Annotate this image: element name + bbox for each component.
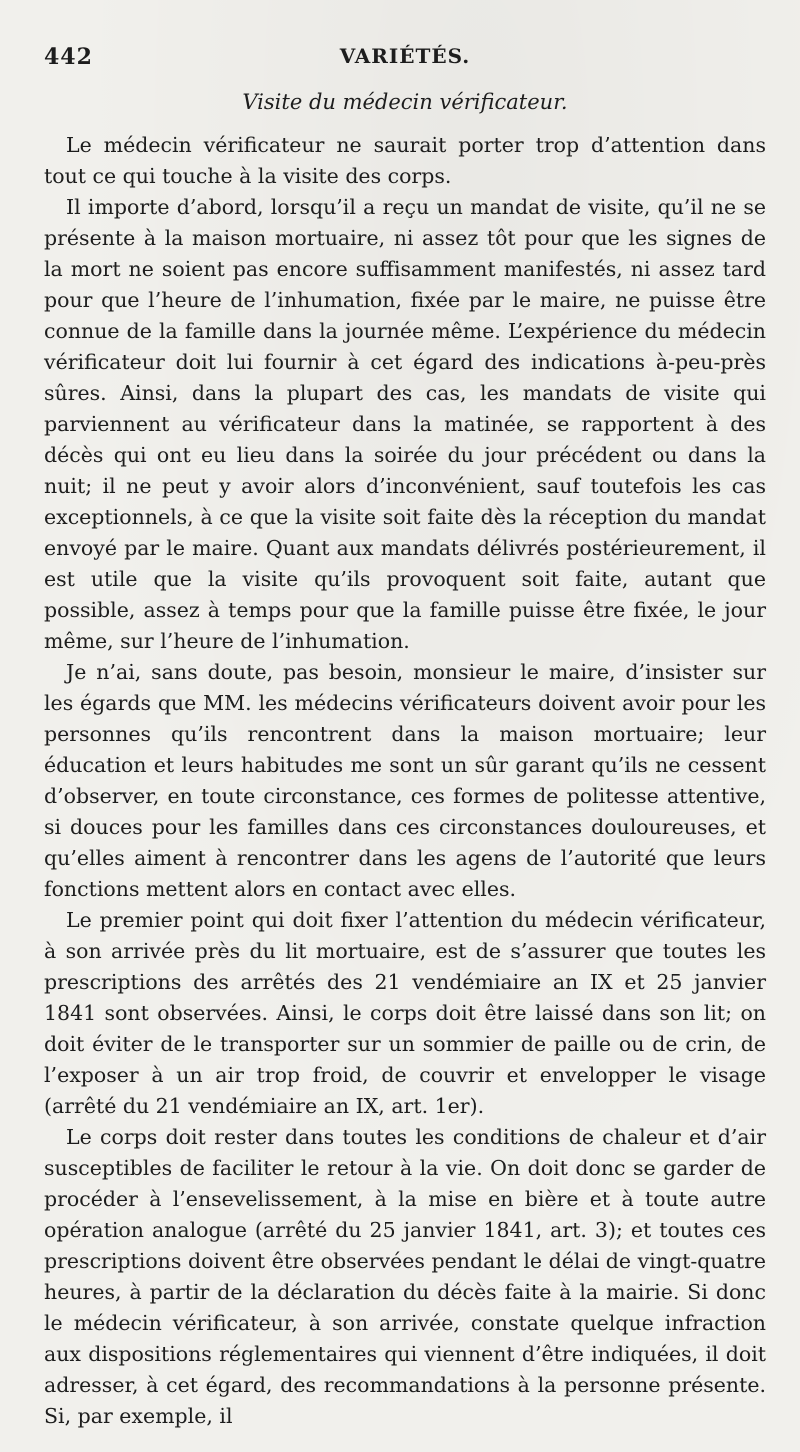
paragraph: Le médecin vérificateur ne saurait porter trop d’attention dans tout ce qui touche à la visite des corps.	[44, 133, 766, 188]
paragraph: Le premier point qui doit fixer l’attention du médecin vérificateur, à son arrivée près du lit mortuaire, est de s’assurer que toutes les prescriptions des arrêtés des 21 vendémiaire an IX et 25 janvier 1841 sont observées. Ainsi, le corps doit être laissé dans son lit; on doit éviter de le transporter sur un sommier de paille ou de crin, de l’exposer à un air trop froid, de couvrir et envelopper le visage (arrêté du 21 vendémiaire an IX, art. 1er).	[44, 908, 766, 1118]
paragraph: Il importe d’abord, lorsqu’il a reçu un mandat de visite, qu’il ne se présente à la maison mortuaire, ni assez tôt pour que les signes de la mort ne soient pas encore suffisamment manifestés, ni assez tard pour que l’heure de l’inhumation, fixée par le maire, ne puisse être connue de la famille dans la journée même. L’expérience du médecin vérificateur doit lui fournir à cet égard des indications à-peu-près sûres. Ainsi, dans la plupart des cas, les mandats de visite qui parviennent au vérificateur dans la matinée, se rapportent à des décès qui ont eu lieu dans la soirée du jour précédent ou dans la nuit; il ne peut y avoir alors d’inconvénient, sauf toutefois les cas exceptionnels, à ce que la visite soit faite dès la réception du mandat envoyé par le maire. Quant aux mandats délivrés postérieurement, il est utile que la visite qu’ils provoquent soit faite, autant que possible, assez à temps pour que la famille puisse être fixée, le jour même, sur l’heure de l’inhumation.	[44, 195, 766, 653]
page-number: 442	[44, 44, 93, 70]
section-title: Visite du médecin vérificateur.	[242, 90, 568, 114]
paragraph: Je n’ai, sans doute, pas besoin, monsieur le maire, d’insister sur les égards que MM. les médecins vérificateurs doivent avoir pour les personnes qu’ils rencontrent dans la maison mortuaire; leur éducation et leurs habitudes me sont un sûr garant qu’ils ne cessent d’observer, en toute circonstance, ces formes de politesse attentive, si douces pour les familles dans ces circonstances douloureuses, et qu’elles aiment à rencontrer dans les agens de l’autorité que leurs fonctions mettent alors en contact avec elles.	[44, 660, 766, 901]
running-head	[44, 36, 766, 84]
paragraph: Le corps doit rester dans toutes les conditions de chaleur et d’air susceptibles de faciliter le retour à la vie. On doit donc se garder de procéder à l’ensevelissement, à la mise en bière et à toute autre opération analogue (arrêté du 25 janvier 1841, art. 3); et toutes ces prescriptions doivent être observées pendant le délai de vingt-quatre heures, à partir de la déclaration du décès faite à la mairie. Si donc le médecin vérificateur, à son arrivée, constate quelque infraction aux dispositions réglementaires qui viennent d’être indiquées, il doit adresser, à cet égard, des recommandations à la personne présente. Si, par exemple, il	[44, 1125, 766, 1428]
running-title: VARIÉTÉS.	[339, 44, 471, 68]
body-text	[44, 130, 766, 1432]
